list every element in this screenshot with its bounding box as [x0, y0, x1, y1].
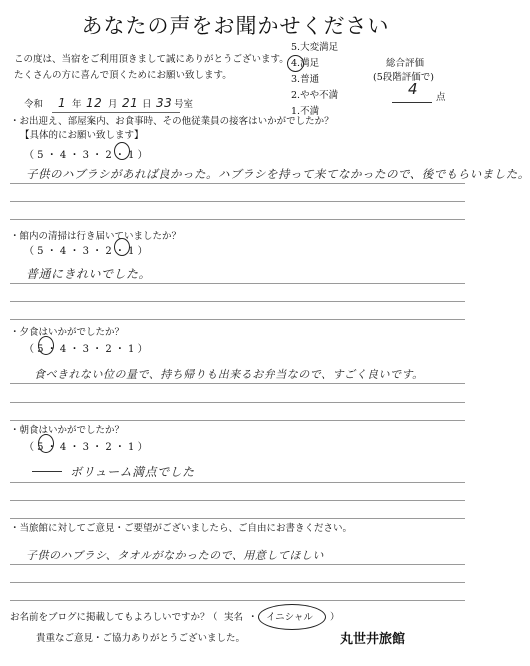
date-day: 21 — [122, 96, 139, 110]
q4-selected-circle — [38, 434, 54, 453]
overall-sublabel: (5段階評価で) — [373, 72, 434, 83]
q1-answer-1: 子供のハブラシがあれば良かった。ハブラシを持って来てなかったので、後でもらいました。 — [26, 167, 530, 181]
q5-text: ・当旅館に対してご意見・ご要望がございましたら、ご自由にお書きください。 — [10, 523, 353, 534]
blog-paren-open: （ — [208, 612, 218, 623]
q1-rule-3 — [10, 219, 465, 220]
q4-strikethrough — [32, 471, 62, 472]
q1-rule-2 — [10, 201, 465, 202]
date-room: 33 — [156, 96, 173, 110]
page-title: あなたの声をお聞かせください — [81, 14, 390, 38]
q4-rule-3 — [10, 518, 465, 519]
q3-answer-1: 食べきれない位の量で、持ち帰りも出来るお弁当なので、すごく良いです。 — [34, 368, 424, 381]
q2-rule-3 — [10, 319, 465, 320]
q1-selected-circle — [114, 142, 130, 160]
q3-text: ・夕食はいかがでしたか？ — [10, 327, 125, 338]
date-underline — [52, 112, 180, 113]
legend-3: 3.普通 — [291, 74, 320, 85]
legend-5: 5.大変満足 — [291, 42, 339, 53]
q4-scale: （ 5 ・ 4 ・ 3 ・ 2 ・ 1 ） — [24, 442, 148, 453]
q1-rule-1 — [10, 183, 465, 184]
blog-selected-circle — [258, 604, 326, 630]
blog-question: お名前をブログに掲載してもよろしいですか？ — [10, 612, 210, 623]
blog-paren-close: ） — [330, 612, 340, 623]
legend-2: 2.やや不満 — [291, 90, 339, 101]
q3-selected-circle — [38, 336, 54, 355]
blog-separator: ・ — [248, 612, 258, 623]
q5-rule-3 — [10, 600, 465, 601]
q3-rule-3 — [10, 420, 465, 421]
overall-label: 総合評価 — [386, 58, 425, 69]
q4-answer-1: ボリューム満点でした — [70, 465, 195, 479]
date-year-unit: 年 — [72, 99, 82, 110]
q1-text: ・お出迎え、部屋案内、お食事時、その他従業員の接客はいかがでしたか？ — [10, 116, 334, 127]
date-month: 12 — [86, 96, 103, 110]
q5-answer-1: 子供のハブラシ、タオルがなかったので、用意してほしい — [26, 549, 324, 562]
q5-rule-2 — [10, 582, 465, 583]
date-row — [24, 96, 204, 112]
q2-rule-1 — [10, 283, 465, 284]
date-month-unit: 月 — [108, 99, 118, 110]
legend-4: 4.満足 — [291, 58, 320, 69]
q2-scale: （ 5 ・ 4 ・ 3 ・ 2 ・ 1 ） — [24, 246, 148, 257]
q3-scale: （ 5 ・ 4 ・ 3 ・ 2 ・ 1 ） — [24, 344, 148, 355]
q3-rule-2 — [10, 402, 465, 403]
legend-selected-circle — [287, 55, 304, 72]
q2-selected-circle — [114, 238, 130, 256]
q2-text: ・館内の清掃は行き届いていましたか？ — [10, 231, 182, 242]
q3-rule-1 — [10, 383, 465, 384]
q1-hint: 【具体的にお願い致します】 — [20, 130, 144, 141]
blog-option-initial: イニシャル — [266, 612, 313, 623]
intro-line-2: たくさんの方に喜んで頂くためにお願い致します。 — [14, 70, 232, 81]
q5-rule-1 — [10, 564, 465, 565]
overall-score-value: 4 — [408, 80, 419, 98]
legend-1: 1.不満 — [291, 106, 320, 117]
q4-rule-1 — [10, 482, 465, 483]
q2-answer-1: 普通にきれいでした。 — [26, 267, 152, 281]
overall-score-unit: 点 — [436, 92, 446, 103]
q4-text: ・朝食はいかがでしたか？ — [10, 425, 125, 436]
intro-line-1: この度は、当宿をご利用頂きまして誠にありがとうございます。 — [14, 54, 289, 65]
inn-name: 丸世井旅館 — [340, 632, 406, 647]
date-room-unit: 号室 — [174, 99, 194, 110]
q2-rule-2 — [10, 301, 465, 302]
blog-option-real: 実名 — [224, 612, 244, 623]
q1-scale: （ 5 ・ 4 ・ 3 ・ 2 ・ 1 ） — [24, 150, 148, 161]
date-day-unit: 日 — [142, 99, 152, 110]
date-year: 1 — [58, 96, 67, 110]
date-era: 令和 — [24, 99, 44, 110]
thanks-text: 貴重なご意見・ご協力ありがとうございました。 — [36, 633, 246, 644]
q4-rule-2 — [10, 500, 465, 501]
